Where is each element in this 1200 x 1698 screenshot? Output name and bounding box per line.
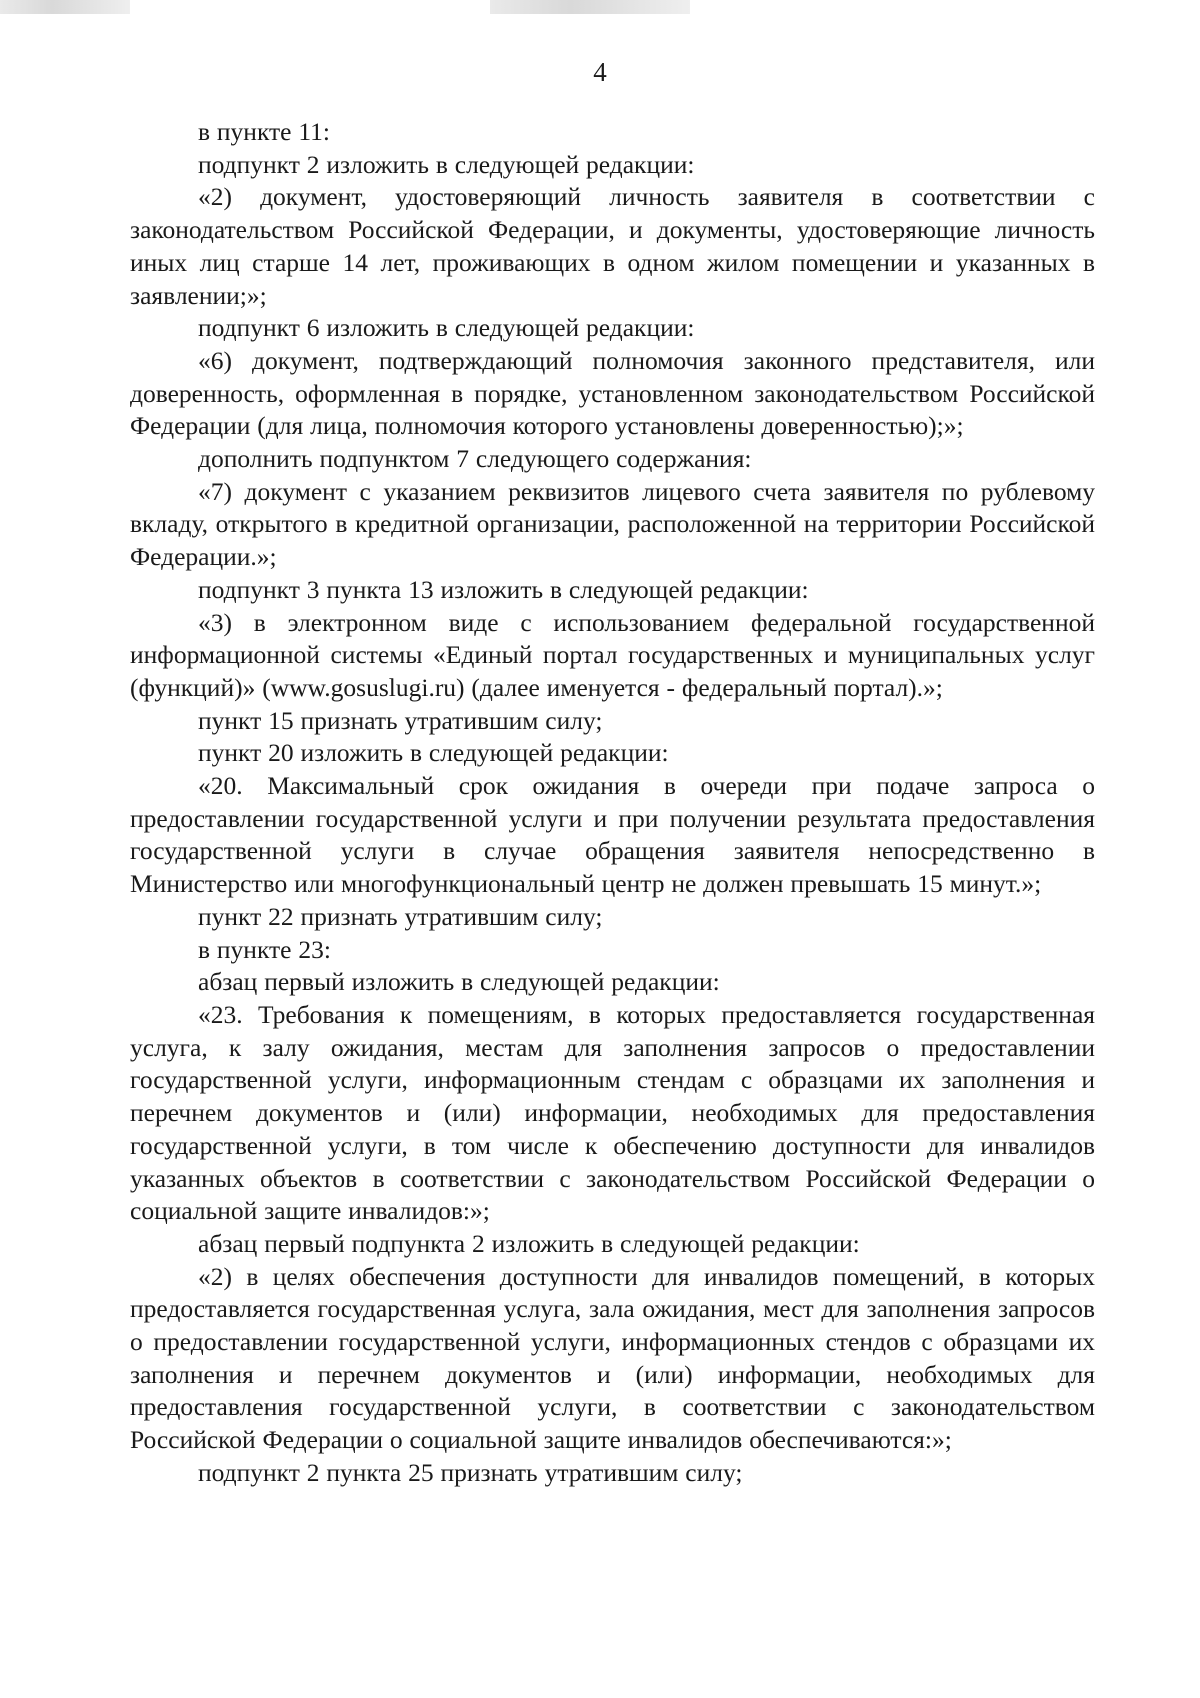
paragraph: «23. Требования к помещениям, в которых предоставляется государственная услуга, к залу ожидания, местам для заполнения запросов о предоставлении государственной услуги, информационным стендам с образцами их заполнения и перечнем документов и (или) информации, необходимых для предоставления государственной услуги, в том числе к обеспечению доступности для инвалидов указанных объектов в соответствии с законодательством Российской Федерации о социальной защите инвалидов:»; <box>130 999 1095 1226</box>
paragraph: «7) документ с указанием реквизитов лицевого счета заявителя по рублевому вкладу, открытого в кредитной организации, расположенной на территории Российской Федерации.»; <box>130 476 1095 572</box>
document-body <box>130 116 1095 1490</box>
paragraph: подпункт 2 изложить в следующей редакции: <box>198 149 695 179</box>
paragraph: пункт 20 изложить в следующей редакции: <box>198 738 669 768</box>
scan-artifact-left <box>0 0 130 14</box>
paragraph: дополнить подпунктом 7 следующего содержания: <box>198 444 752 474</box>
page-number: 4 <box>593 57 607 87</box>
paragraph: «2) в целях обеспечения доступности для инвалидов помещений, в которых предоставляется государственная услуга, зала ожидания, мест для заполнения запросов о предоставлении государственной услуги, информационных стендов с образцами их заполнения и перечнем документов и (или) информации, необходимых для предоставления государственной услуги, в соответствии с законодательством Российской Федерации о социальной защите инвалидов обеспечиваются:»; <box>130 1261 1095 1455</box>
paragraph: в пункте 23: <box>198 934 331 964</box>
paragraph: подпункт 2 пункта 25 признать утратившим силу; <box>198 1457 743 1487</box>
paragraph: «20. Максимальный срок ожидания в очереди при подаче запроса о предоставлении государственной услуги и при получении результата предоставления государственной услуги в случае обращения заявителя непосредственно в Министерство или многофункциональный центр не должен превышать 15 минут.»; <box>130 771 1095 899</box>
paragraph: подпункт 6 изложить в следующей редакции: <box>198 313 695 343</box>
paragraph: «3) в электронном виде с использованием федеральной государственной информационной системы «Единый портал государственных и муниципальных услуг (функций)» (www.gosuslugi.ru) (далее именуется - федеральный портал).»; <box>130 607 1095 702</box>
paragraph: «6) документ, подтверждающий полномочия законного представителя, или доверенность, оформленная в порядке, установленном законодательством Российской Федерации (для лица, полномочия которого установлены доверенностью);»; <box>130 345 1095 441</box>
paragraph: подпункт 3 пункта 13 изложить в следующей редакции: <box>198 574 809 604</box>
paragraph: пункт 22 признать утратившим силу; <box>198 901 603 931</box>
paragraph: абзац первый подпункта 2 изложить в следующей редакции: <box>198 1228 860 1258</box>
paragraph: «2) документ, удостоверяющий личность заявителя в соответствии с законодательством Российской Федерации, и документы, удостоверяющие личность иных лиц старше 14 лет, проживающих в одном жилом помещении и указанных в заявлении;»; <box>130 182 1095 310</box>
paragraph: в пункте 11: <box>198 117 330 146</box>
scan-artifact-center <box>490 0 690 14</box>
paragraph: пункт 15 признать утратившим силу; <box>198 705 603 735</box>
paragraph: абзац первый изложить в следующей редакции: <box>198 967 720 997</box>
